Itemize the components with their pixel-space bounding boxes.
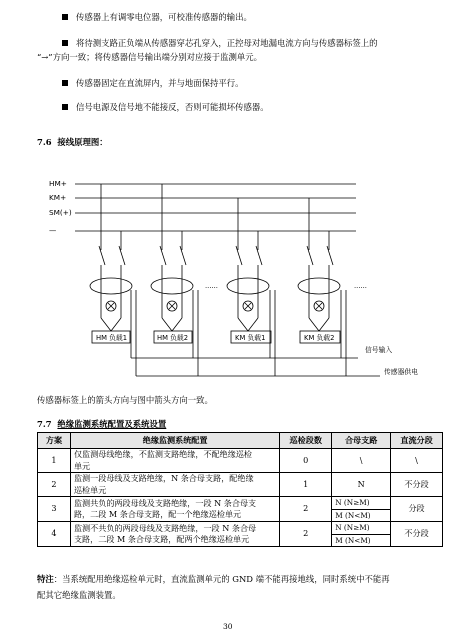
arrow-direction-note: 传感器标签上的箭头方向与图中箭头方向一致。 [37, 395, 213, 405]
section-7-7-heading: 7.7 绝缘监测系统配置及系统设置 [37, 419, 167, 429]
sensor-power-label: 传感器供电 [384, 368, 418, 376]
table-row: 1 仅监测母线绝缘，不监测支路绝缘，不配绝缘巡检 单元 0 \ \ [38, 449, 443, 473]
section-7-6-heading: 7.6 接线原理图： [37, 137, 108, 147]
config-table [37, 432, 443, 547]
header-split: 直流分段 [391, 433, 443, 449]
table-header-row [38, 433, 443, 449]
bus-label-neg: — [49, 226, 57, 235]
bullet-3: 传感器固定在直流屏内，并与地面保持平行。 [62, 77, 244, 89]
load-label-2: HM 负载2 [157, 334, 189, 342]
page-number: 30 [223, 622, 233, 631]
header-config: 绝缘监测系统配置 [70, 433, 279, 449]
special-note: 特注：当系统配用绝缘巡检单元时，直流监测单元的 GND 端不能再接地线，同时系统中不能再 [37, 574, 390, 584]
load-label-4: KM 负载2 [304, 334, 335, 342]
bullet-4: 信号电源及信号地不能接反，否则可能损坏传感器。 [62, 101, 269, 113]
load-label-3: KM 负载1 [235, 334, 266, 342]
table-row: M (N<M) [38, 534, 443, 547]
header-plan: 方案 [38, 433, 71, 449]
table-row: 4 监测不共负的两段母线及支路绝缘，一段 N 条合母 支路，二段 M 条合母支路，配两个绝缘巡检单元 2 N (N≥M) 不分段 [38, 522, 443, 535]
load-unit-3 [227, 198, 275, 376]
table-row: 2 监测一段母线及支路绝缘，N 条合母支路，配绝缘 巡检单元 1 N 不分段 [38, 473, 443, 497]
special-note-line-2: 配其它绝缘监测装置。 [37, 590, 121, 600]
bus-label-km: KM+ [49, 193, 67, 202]
bullet-2-line-2: “→”方向一致；将传感器信号输出端分别对应接于监测单元。 [37, 52, 262, 62]
ellipsis-1: ...... [205, 282, 218, 290]
ellipsis-2: ...... [354, 282, 367, 290]
load-unit-4 [298, 198, 346, 376]
bus-label-hm: HM+ [49, 179, 67, 188]
header-branch: 合母支路 [332, 433, 391, 449]
bullet-1: 传感器上有调零电位器，可校准传感器的输出。 [62, 11, 252, 23]
load-label-1: HM 负载1 [96, 334, 128, 342]
header-segments: 巡检段数 [280, 433, 332, 449]
bullet-2: 将待测支路正负端从传感器穿芯孔穿入，正控母对地漏电流方向与传感器标签上的 [62, 37, 378, 49]
signal-input-label: 信号输入 [365, 346, 393, 354]
table-row: M (N<M) [38, 509, 443, 522]
bus-label-sm: SM(+) [49, 208, 72, 217]
table-row: 3 监测共负的两段母线及支路绝缘，一段 N 条合母支 路，二段 M 条合母支路，配一个绝缘巡检单元 2 N (N≥M) 分段 [38, 497, 443, 510]
